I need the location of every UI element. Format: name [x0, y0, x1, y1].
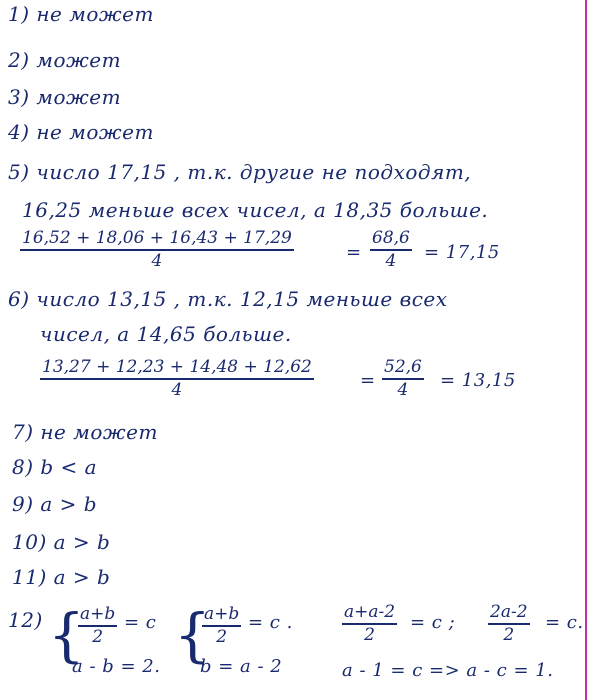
- sub-fraction-1-rhs: = c ;: [410, 612, 456, 633]
- eq6-numerator-2: 52,6: [382, 357, 424, 380]
- sys1-denominator: 2: [92, 627, 104, 647]
- answer-11: 11) a > b: [12, 565, 111, 589]
- eq5-fraction: [20, 228, 294, 271]
- answer-1: 1) не может: [8, 2, 154, 26]
- sub-fraction-1: [342, 602, 397, 645]
- eq5-numerator: 16,52 + 18,06 + 16,43 + 17,29: [20, 228, 294, 251]
- system-1-brace: {: [48, 601, 85, 669]
- answer-8: 8) b < a: [12, 455, 98, 479]
- sys1-line-2: a - b = 2.: [72, 656, 161, 677]
- answer-10: 10) a > b: [12, 530, 111, 554]
- notebook-margin-line: [585, 0, 587, 700]
- eq6-fraction-2: [382, 357, 424, 400]
- eq5-denominator-2: 4: [385, 251, 397, 271]
- sub-fraction-2-denominator: 2: [503, 625, 515, 645]
- sys1-fraction: [78, 604, 117, 647]
- sys2-line-2: b = a - 2: [200, 656, 283, 677]
- sys2-rhs: = c .: [248, 612, 293, 633]
- answer-6-line-1: 6) число 13,15 , т.к. 12,15 меньше всех: [8, 287, 448, 311]
- sys2-denominator: 2: [216, 627, 228, 647]
- eq5-result: = 17,15: [424, 242, 500, 263]
- answer-3: 3) может: [8, 85, 122, 109]
- eq6-denominator-2: 4: [397, 380, 409, 400]
- sub-fraction-2-rhs: = c.: [545, 612, 584, 633]
- answer-12-label: 12): [8, 608, 43, 632]
- eq6-numerator: 13,27 + 12,23 + 14,48 + 12,62: [40, 357, 314, 380]
- eq6-equals: =: [360, 370, 376, 391]
- answer-5-line-1: 5) число 17,15 , т.к. другие не подходят,: [8, 160, 472, 184]
- eq6-fraction: [40, 357, 314, 400]
- final-result: a - 1 = c => a - c = 1.: [342, 660, 554, 681]
- eq5-fraction-2: [370, 228, 412, 271]
- answer-6-line-2: чисел, а 14,65 больше.: [40, 322, 292, 346]
- sys1-numerator: a+b: [78, 604, 117, 627]
- answer-9: 9) a > b: [12, 492, 98, 516]
- sub-fraction-2-numerator: 2a-2: [488, 602, 530, 625]
- eq5-denominator: 4: [151, 251, 163, 271]
- eq5-numerator-2: 68,6: [370, 228, 412, 251]
- sub-fraction-1-denominator: 2: [364, 625, 375, 645]
- answer-4: 4) не может: [8, 120, 154, 144]
- sys1-rhs: = c: [124, 612, 157, 633]
- answer-2: 2) может: [8, 48, 122, 72]
- sys2-numerator: a+b: [202, 604, 241, 627]
- eq6-denominator: 4: [171, 380, 183, 400]
- eq6-result: = 13,15: [440, 370, 516, 391]
- sub-fraction-2: [488, 602, 530, 645]
- answer-5-line-2: 16,25 меньше всех чисел, а 18,35 больше.: [22, 198, 489, 222]
- answer-7: 7) не может: [12, 420, 158, 444]
- sys2-fraction: [202, 604, 241, 647]
- sub-fraction-1-numerator: a+a-2: [342, 602, 397, 625]
- system-2-brace: {: [174, 601, 211, 669]
- eq5-equals: =: [346, 242, 362, 263]
